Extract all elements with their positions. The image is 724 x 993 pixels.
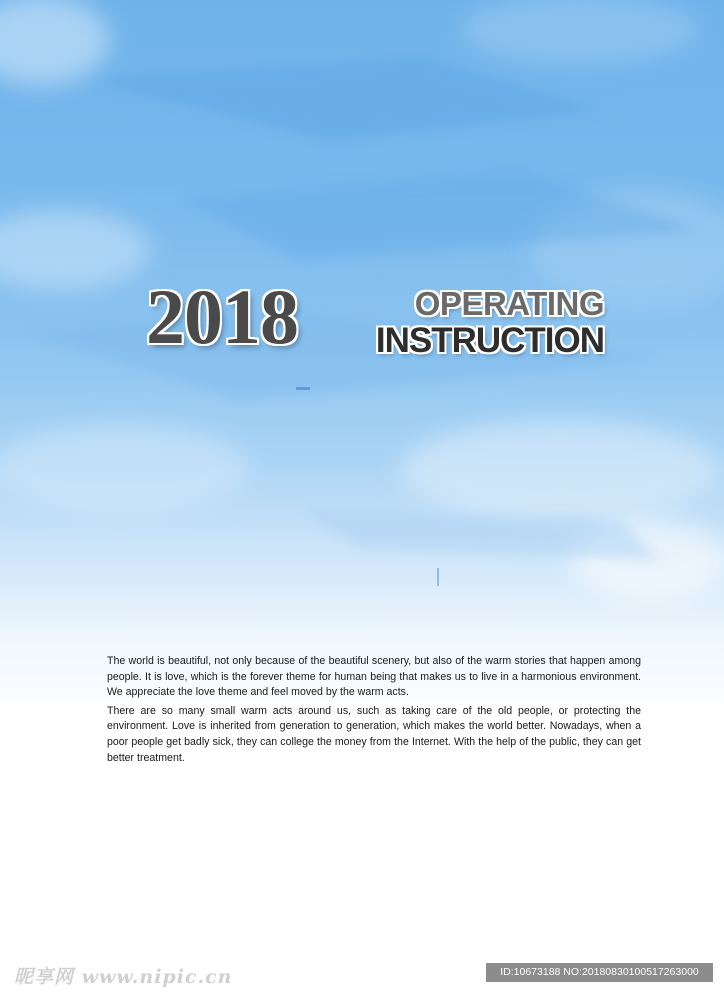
site-watermark: 昵享网 www.nipic.cn: [14, 966, 233, 988]
title-words: [376, 286, 604, 359]
body-text: [107, 654, 641, 769]
paragraph-2: There are so many small warm acts around us, such as taking care of the old people, or protecting the environment. Love is inherited from generation to generation, which makes the world better. Nowadays, when a poor people get badly sick, they can college the money from the Internet. With the help of the public, they can get better treatment.: [107, 704, 641, 764]
image-id-bar: ID:10673188 NO:20180830100517263000: [486, 963, 713, 982]
title-operating: OPERATING: [414, 285, 604, 322]
title-year: 2018: [146, 273, 298, 360]
title-instruction: INSTRUCTION: [375, 320, 604, 360]
paragraph-1: The world is beautiful, not only because of the beautiful scenery, but also of the warm stories that happen among people. It is love, which is the forever theme for human being that makes us to live in a harmonious environment. We appreciate the love theme and feel moved by the warm acts.: [107, 655, 641, 699]
